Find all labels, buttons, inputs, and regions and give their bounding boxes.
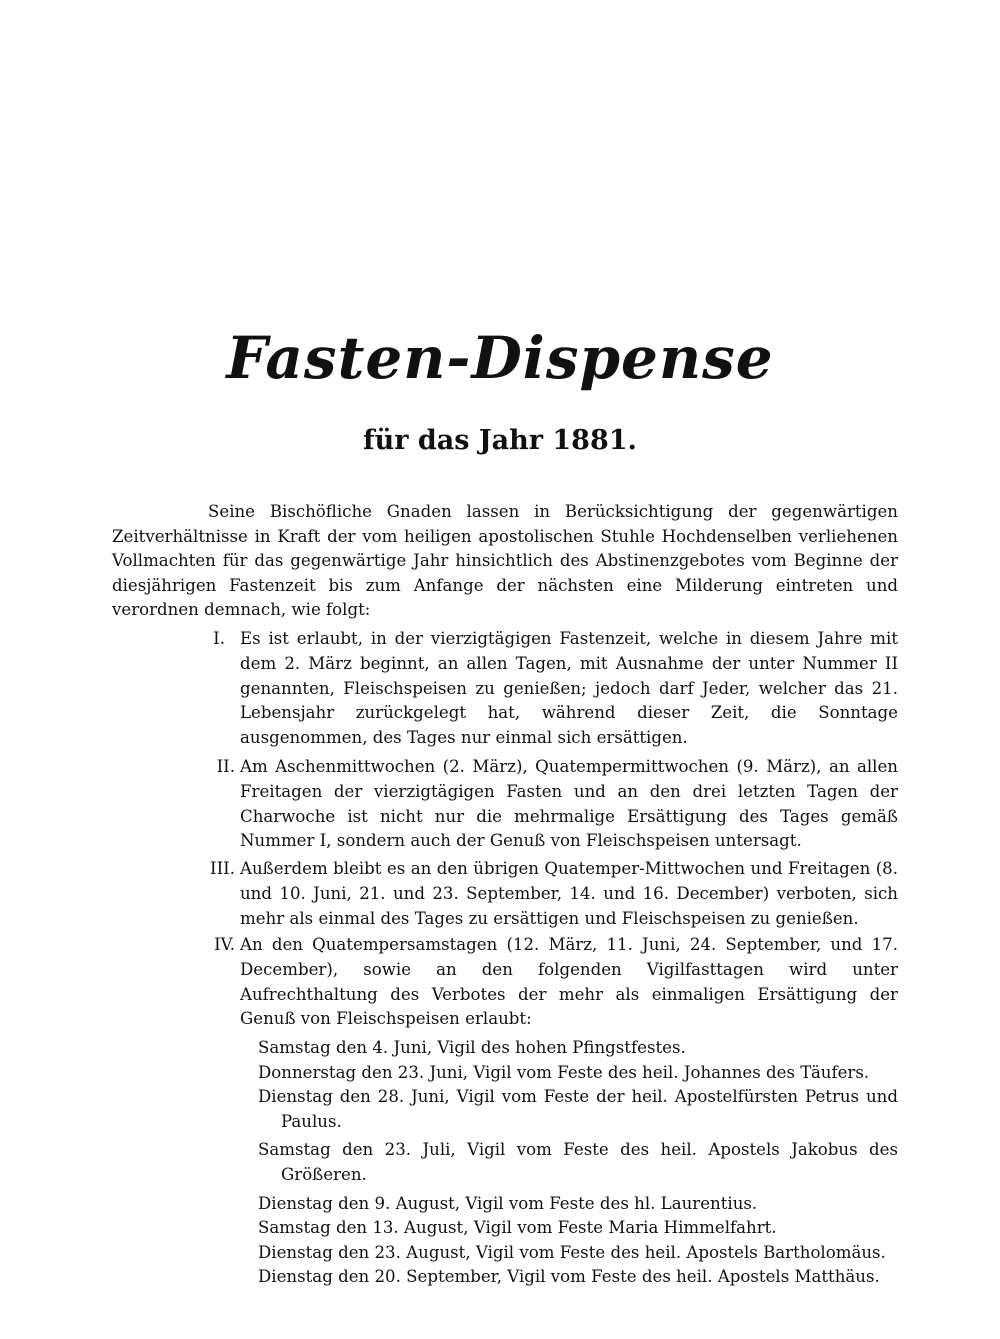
section-text: Es ist erlaubt, in der vierzigtägigen Fastenzeit, welche in diesem Jahre mit dem 2. März beginnt, an allen Tagen, mit Ausnahme der unter Nummer II genannten, Fleischspeisen zu genießen; jedoch darf Jeder, welcher das 21. Lebensjahr zurückgelegt hat, während dieser Zeit, die Sonntage ausgenommen, des Tages nur einmal sich ersättigen. <box>240 629 898 748</box>
vigil-item: Samstag den 23. Juli, Vigil vom Feste des heil. Apostels Jakobus des Größeren. <box>258 1140 898 1184</box>
vigil-list <box>258 1036 898 1290</box>
section-text: An den Quatempersamstagen (12. März, 11. Juni, 24. September, und 17. December), sowie an den folgenden Vigilfasttagen wird unter Aufrechthaltung des Verbotes der mehr als einmaligen Ersättigung der Genuß von Fleischspeisen erlaubt: <box>240 935 898 1029</box>
vigil-item: Dienstag den 9. August, Vigil vom Feste des hl. Laurentius. <box>258 1193 758 1213</box>
section-number: IV. <box>214 935 235 954</box>
section-number: I. <box>213 629 225 648</box>
section-number: II. <box>216 757 235 776</box>
vigil-item: Samstag den 4. Juni, Vigil des hohen Pfingstfestes. <box>258 1038 686 1057</box>
section-text: Am Aschenmittwochen (2. März), Quatempermittwochen (9. März), an allen Freitagen der vierzigtägigen Fasten und an den drei letzten Tagen der Charwoche ist nicht nur die mehrmalige Ersättigung des Tages gemäß Nummer I, sondern auch der Genuß von Fleischspeisen untersagt. <box>240 757 898 851</box>
section-number: III. <box>210 859 235 878</box>
vigil-item: Donnerstag den 23. Juni, Vigil vom Feste des heil. Johannes des Täufers. <box>258 1062 870 1082</box>
intro-paragraph: Seine Bischöfliche Gnaden lassen in Berücksichtigung der gegenwärtigen Zeitverhältnisse in Kraft der vom heiligen apostolischen Stuhle Hochdenselben verliehenen Vollmachten für das gegenwärtige Jahr hinsichtlich des Abstinenzgebotes vom Beginne der diesjährigen Fastenzeit bis zum Anfange der nächsten eine Milderung eintreten und verordnen demnach, wie folgt: <box>112 502 898 620</box>
vigil-item: Dienstag den 23. August, Vigil vom Feste des heil. Apostels Bartholomäus. <box>258 1242 886 1262</box>
vigil-item: Samstag den 13. August, Vigil vom Feste Maria Himmelfahrt. <box>258 1218 777 1238</box>
vigil-item: Dienstag den 28. Juni, Vigil vom Feste der heil. Apostelfürsten Petrus und Paulus. <box>258 1087 898 1131</box>
vigil-item: Dienstag den 20. September, Vigil vom Feste des heil. Apostels Matthäus. <box>258 1267 880 1287</box>
section-text: Außerdem bleibt es an den übrigen Quatemper-Mittwochen und Freitagen (8. und 10. Juni, 21. und 23. September, 14. und 16. December) verboten, sich mehr als einmal des Tages zu ersättigen und Fleischspeisen zu genießen. <box>240 859 898 928</box>
page-subtitle: für das Jahr 1881. <box>363 425 637 456</box>
page-title: Fasten-Dispense <box>226 324 774 392</box>
